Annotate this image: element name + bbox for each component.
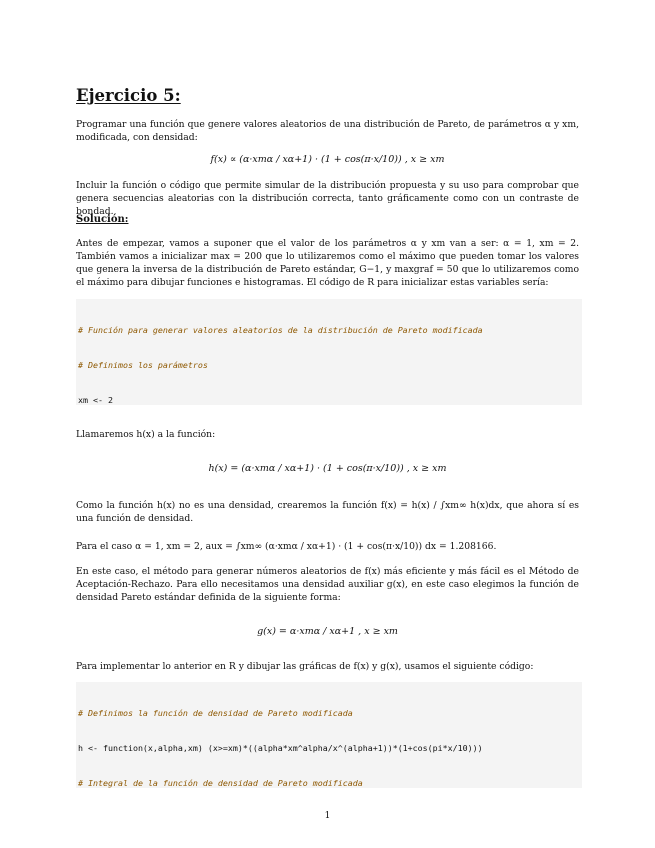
exercise-title: Ejercicio 5: [76, 86, 181, 105]
f-definition-paragraph: Como la función h(x) no es una densidad, crearemos la función f(x) = h(x) / ∫xm∞ h(x)dx, que ahora sí es una función de densidad. [76, 500, 579, 524]
code-line: h <- function(x,alpha,xm) (x>=xm)*((alpha*xm^alpha/x^(alpha+1))*(1+cos(pi*x/10))) [78, 742, 483, 753]
density-equation: f(x) ∝ (α·xmα / xα+1) · (1 + cos(π·x/10)) , x ≥ xm [210, 154, 445, 165]
intro-paragraph: Programar una función que genere valores aleatorios de una distribución de Pareto, de parámetros α y xm, modificada, con densidad: [76, 119, 579, 143]
aux-paragraph: Para el caso α = 1, xm = 2, aux = ∫xm∞ (α·xmα / xα+1) · (1 + cos(π·x/10)) dx = 1.208166. [76, 541, 497, 552]
h-definition-paragraph: Llamaremos h(x) a la función: [76, 429, 216, 440]
g-equation: g(x) = α·xmα / xα+1 , x ≥ xm [257, 626, 398, 637]
solution-heading: Solución: [76, 214, 129, 225]
code-block-density [76, 682, 582, 788]
task-paragraph: Incluir la función o código que permite simular de la distribución propuesta y su uso para comprobar que genera secuencias aleatorias con la distribución correcta, tanto gráficamente como con un contraste de bondad. [76, 180, 579, 217]
parameters-paragraph: Antes de empezar, vamos a suponer que el valor de los parámetros α y xm van a ser: α = 1, xm = 2. También vamos a inicializar max = 200 que lo utilizaremos como el máximo que pueden tomar los valores que genera la inversa de la distribución de Pareto estándar, G−1, y maxgraf = 50 que lo utilizaremos como el máximo para dibujar funciones e histogramas. El código de R para inicializar estas variables sería: [76, 238, 579, 288]
implementation-paragraph: Para implementar lo anterior en R y dibujar las gráficas de f(x) y g(x), usamos el siguiente código: [76, 661, 534, 672]
code-line: xm <- 2 [78, 394, 113, 405]
code-line: # Integral de la función de densidad de Pareto modificada [78, 777, 363, 788]
page-number: 1 [324, 811, 331, 821]
h-equation: h(x) = (α·xmα / xα+1) · (1 + cos(π·x/10)) , x ≥ xm [208, 463, 447, 474]
code-line: # Definimos los parámetros [78, 359, 208, 370]
code-line: # Definimos la función de densidad de Pareto modificada [78, 708, 353, 719]
code-block-init [76, 299, 582, 405]
code-line: # Función para generar valores aleatorios de la distribución de Pareto modificada [78, 325, 483, 336]
method-paragraph: En este caso, el método para generar números aleatorios de f(x) más eficiente y más fácil es el Método de Aceptación-Rechazo. Para ello necesitamos una densidad auxiliar g(x), en este caso elegimos la función de densidad Pareto estándar definida de la siguiente forma: [76, 566, 579, 603]
